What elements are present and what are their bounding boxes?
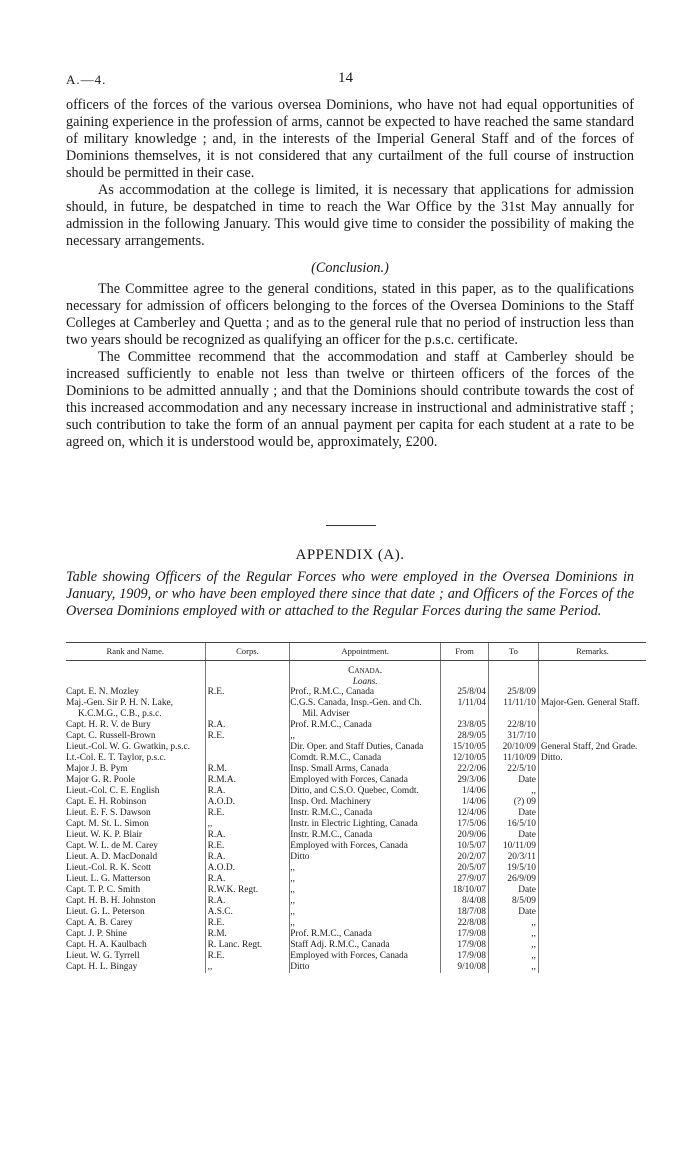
rank-name-cell: Lieut.-Col. C. E. English <box>66 786 160 796</box>
from-date-cell: 17/9/08 <box>441 951 489 962</box>
rank-name-cell: Capt. M. St. L. Simon <box>66 819 149 829</box>
from-date-cell: 12/10/05 <box>441 753 489 764</box>
rank-name-cell: Capt. C. Russell-Brown <box>66 731 156 741</box>
remarks-cell <box>538 874 646 885</box>
table-row <box>66 929 646 940</box>
to-date-cell: Date <box>488 830 538 841</box>
appointment-cell: Employed with Forces, Canada <box>290 775 441 786</box>
appointment-cell: ,, <box>290 907 441 918</box>
rank-name-cell: Lt.-Col. E. T. Taylor, p.s.c. <box>66 753 166 763</box>
appointment-cell: ,, <box>290 918 441 929</box>
corps-cell: R. Lanc. Regt. <box>205 940 290 951</box>
table-row <box>66 830 646 841</box>
rank-name-cell: Lieut. G. L. Peterson <box>66 907 145 917</box>
table-row <box>66 687 646 698</box>
table-row <box>66 896 646 907</box>
appointment-cell: Prof. R.M.C., Canada <box>290 929 441 940</box>
appointment-cell: Prof. R.M.C., Canada <box>290 720 441 731</box>
from-date-cell: 12/4/06 <box>441 808 489 819</box>
remarks-cell <box>538 797 646 808</box>
officers-table <box>66 642 646 973</box>
table-row <box>66 775 646 786</box>
remarks-cell: Major-Gen. General Staff. <box>538 698 646 720</box>
remarks-cell <box>538 731 646 742</box>
table-row <box>66 698 646 720</box>
remarks-cell <box>538 775 646 786</box>
to-date-cell: ,, <box>488 951 538 962</box>
remarks-cell <box>538 764 646 775</box>
appointment-cell: Prof., R.M.C., Canada <box>290 687 441 698</box>
to-date-cell: 25/8/09 <box>488 687 538 698</box>
corps-cell: R.A. <box>205 830 290 841</box>
table-row <box>66 731 646 742</box>
corps-cell: ,, <box>205 819 290 830</box>
column-header: From <box>441 643 489 661</box>
table-row <box>66 907 646 918</box>
corps-cell: R.M. <box>205 764 290 775</box>
from-date-cell: 22/8/08 <box>441 918 489 929</box>
to-date-cell: ,, <box>488 929 538 940</box>
table-row <box>66 841 646 852</box>
rank-name-cell: Capt. A. B. Carey <box>66 918 133 928</box>
to-date-cell: ,, <box>488 786 538 797</box>
to-date-cell: (?) 09 <box>488 797 538 808</box>
rank-name-cell: Capt. E. H. Robinson <box>66 797 147 807</box>
paragraph: The Committee agree to the general conditions, stated in this paper, as to the qualifications necessary for admission of officers belonging to the forces of the Oversea Dominions to the Staff Colleges at Camberley and Quetta ; and as to the general rule that no period of instruction less than two years should be recognized as qualifying an officer for the p.s.c. certificate. <box>66 281 634 348</box>
corps-cell: R.M.A. <box>205 775 290 786</box>
appointment-cell: Staff Adj. R.M.C., Canada <box>290 940 441 951</box>
corps-cell: R.E. <box>205 731 290 742</box>
to-date-cell: Date <box>488 775 538 786</box>
table-row <box>66 863 646 874</box>
rank-name-cell: Lieut. W. K. P. Blair <box>66 830 143 840</box>
table-row <box>66 786 646 797</box>
appendix-caption: Table showing Officers of the Regular Forces who were employed in the Oversea Dominions in January, 1909, or who have been employed there since that date ; and Officers of the Forces of the Oversea Dominions employed with or attached to the Regular Forces during the same Period. <box>66 569 634 619</box>
corps-cell <box>205 698 290 720</box>
section-heading: Canada. <box>290 661 441 677</box>
from-date-cell: 1/4/06 <box>441 786 489 797</box>
to-date-cell: Date <box>488 885 538 896</box>
appointment-cell: Employed with Forces, Canada <box>290 951 441 962</box>
table-row <box>66 940 646 951</box>
from-date-cell: 15/10/05 <box>441 742 489 753</box>
corps-cell: A.O.D. <box>205 797 290 808</box>
table-row <box>66 852 646 863</box>
from-date-cell: 8/4/08 <box>441 896 489 907</box>
rank-name-cell: Lieut. L. G. Matterson <box>66 874 151 884</box>
rank-name-cell: Capt. H. R. V. de Bury <box>66 720 151 730</box>
table-row <box>66 753 646 764</box>
remarks-cell <box>538 808 646 819</box>
from-date-cell: 20/2/07 <box>441 852 489 863</box>
appendix-title: APPENDIX (A). <box>295 547 405 563</box>
rank-name-cell: Capt. H. A. Kaulbach <box>66 940 147 950</box>
table-header-row <box>66 643 646 661</box>
remarks-cell <box>538 830 646 841</box>
remarks-cell <box>538 962 646 973</box>
from-date-cell: 29/3/06 <box>441 775 489 786</box>
corps-cell: R.E. <box>205 808 290 819</box>
appointment-cell: Employed with Forces, Canada <box>290 841 441 852</box>
rank-name-cell: Lieut.-Col. R. K. Scott <box>66 863 152 873</box>
to-date-cell: 10/11/09 <box>488 841 538 852</box>
remarks-cell <box>538 940 646 951</box>
remarks-cell <box>538 929 646 940</box>
table-row <box>66 797 646 808</box>
from-date-cell: 20/9/06 <box>441 830 489 841</box>
column-header: Appointment. <box>290 643 441 661</box>
appointment-cell: Insp. Small Arms, Canada <box>290 764 441 775</box>
rank-name-cell: Capt. W. L. de M. Carey <box>66 841 158 851</box>
from-date-cell: 10/5/07 <box>441 841 489 852</box>
corps-cell: R.E. <box>205 841 290 852</box>
to-date-cell: 11/10/09 <box>488 753 538 764</box>
corps-cell <box>205 742 290 753</box>
corps-cell: R.W.K. Regt. <box>205 885 290 896</box>
to-date-cell: Date <box>488 907 538 918</box>
remarks-cell <box>538 896 646 907</box>
remarks-cell: General Staff, 2nd Grade. <box>538 742 646 753</box>
rank-name-cell: Capt. T. P. C. Smith <box>66 885 141 895</box>
page-header-ref: A.—4. <box>66 72 107 87</box>
to-date-cell: Date <box>488 808 538 819</box>
paragraph: The Committee recommend that the accommodation and staff at Camberley should be increased sufficiently to enable not less than twelve or thirteen officers of the forces of the Dominions to be admitted annually ; and that the Dominions should contribute towards the cost of this increased accommodation and any necessary increase in instructional and administrative staff ; such contribution to take the form of an annual payment per capita for each student at a rate to be agreed on, which it is understood would be, approximately, £200. <box>66 349 634 450</box>
remarks-cell <box>538 841 646 852</box>
table-row <box>66 951 646 962</box>
remarks-cell <box>538 786 646 797</box>
rank-name-cell: Capt. J. P. Shine <box>66 929 127 939</box>
to-date-cell: 16/5/10 <box>488 819 538 830</box>
appointment-cell: Dir. Oper. and Staff Duties, Canada <box>290 742 441 753</box>
to-date-cell: 20/3/11 <box>488 852 538 863</box>
to-date-cell: ,, <box>488 940 538 951</box>
remarks-cell <box>538 687 646 698</box>
remarks-cell <box>538 907 646 918</box>
page-number: 14 <box>338 70 353 86</box>
rank-name-cell: Lieut. W. G. Tyrrell <box>66 951 140 961</box>
corps-cell: ,, <box>205 962 290 973</box>
appointment-cell: Instr. in Electric Lighting, Canada <box>290 819 441 830</box>
appointment-cell: Ditto <box>290 852 441 863</box>
appointment-cell: C.G.S. Canada, Insp.-Gen. and Ch. Mil. Adviser <box>290 698 441 720</box>
from-date-cell: 17/9/08 <box>441 940 489 951</box>
appointment-cell: Ditto, and C.S.O. Quebec, Comdt. <box>290 786 441 797</box>
column-header: Remarks. <box>538 643 646 661</box>
to-date-cell: 19/5/10 <box>488 863 538 874</box>
remarks-cell <box>538 852 646 863</box>
rank-name-cell: Capt. H. L. Bingay <box>66 962 138 972</box>
appointment-cell: ,, <box>290 863 441 874</box>
appointment-cell: Comdt. R.M.C., Canada <box>290 753 441 764</box>
table-row <box>66 819 646 830</box>
appointment-cell: ,, <box>290 874 441 885</box>
body-text <box>66 97 634 451</box>
table-row <box>66 874 646 885</box>
appointment-cell: ,, <box>290 885 441 896</box>
to-date-cell: 22/5/10 <box>488 764 538 775</box>
rank-name-cell: Lieut. A. D. MacDonald <box>66 852 158 862</box>
to-date-cell: 31/7/10 <box>488 731 538 742</box>
rank-name-cell: Major G. R. Poole <box>66 775 136 785</box>
corps-cell: R.E. <box>205 918 290 929</box>
corps-cell: R.M. <box>205 929 290 940</box>
corps-cell: R.E. <box>205 951 290 962</box>
rank-name-cell: Major J. B. Pym <box>66 764 128 774</box>
corps-cell: R.E. <box>205 687 290 698</box>
to-date-cell: 8/5/09 <box>488 896 538 907</box>
remarks-cell <box>538 819 646 830</box>
appointment-cell: Instr. R.M.C., Canada <box>290 830 441 841</box>
rank-name-cell: Maj.-Gen. Sir P. H. N. Lake, K.C.M.G., C.B., p.s.c. <box>66 698 174 719</box>
remarks-cell <box>538 885 646 896</box>
corps-cell: R.A. <box>205 852 290 863</box>
to-date-cell: ,, <box>488 918 538 929</box>
column-header: Rank and Name. <box>66 643 205 661</box>
remarks-cell <box>538 951 646 962</box>
rank-name-cell: Capt. E. N. Mozley <box>66 687 139 697</box>
from-date-cell: 18/7/08 <box>441 907 489 918</box>
column-header: Corps. <box>205 643 290 661</box>
to-date-cell: 11/11/10 <box>488 698 538 720</box>
conclusion-heading: (Conclusion.) <box>311 260 389 276</box>
corps-cell: A.O.D. <box>205 863 290 874</box>
remarks-cell: Ditto. <box>538 753 646 764</box>
from-date-cell: 9/10/08 <box>441 962 489 973</box>
from-date-cell: 17/9/08 <box>441 929 489 940</box>
table-row <box>66 720 646 731</box>
table-row <box>66 742 646 753</box>
paragraph: officers of the forces of the various oversea Dominions, who have not had equal opportunities of gaining experience in the profession of arms, cannot be expected to have reached the same standard of military knowledge ; and, in the interests of the Imperial General Staff and of the forces of Dominions themselves, it is not considered that any curtailment of the full course of instruction should be permitted in their case. <box>66 97 634 181</box>
appointment-cell: Ditto <box>290 962 441 973</box>
rank-name-cell: Capt. H. B. H. Johnston <box>66 896 156 906</box>
corps-cell: A.S.C. <box>205 907 290 918</box>
from-date-cell: 1/4/06 <box>441 797 489 808</box>
appointment-cell: Insp. Ord. Machinery <box>290 797 441 808</box>
from-date-cell: 28/9/05 <box>441 731 489 742</box>
from-date-cell: 18/10/07 <box>441 885 489 896</box>
table-row <box>66 885 646 896</box>
to-date-cell: ,, <box>488 962 538 973</box>
appointment-cell: Instr. R.M.C., Canada <box>290 808 441 819</box>
corps-cell: R.A. <box>205 720 290 731</box>
table-row <box>66 764 646 775</box>
corps-cell: R.A. <box>205 874 290 885</box>
from-date-cell: 23/8/05 <box>441 720 489 731</box>
to-date-cell: 22/8/10 <box>488 720 538 731</box>
paragraph: As accommodation at the college is limited, it is necessary that applications for admission should, in future, be despatched in time to reach the War Office by the 31st May annually for admission in the following January. This would give time to consider the possibility of making the necessary arrangements. <box>66 182 634 249</box>
from-date-cell: 20/5/07 <box>441 863 489 874</box>
remarks-cell <box>538 863 646 874</box>
from-date-cell: 22/2/06 <box>441 764 489 775</box>
table-row <box>66 808 646 819</box>
from-date-cell: 17/5/06 <box>441 819 489 830</box>
table-row <box>66 962 646 973</box>
remarks-cell <box>538 720 646 731</box>
column-header: To <box>488 643 538 661</box>
table-row <box>66 918 646 929</box>
corps-cell <box>205 753 290 764</box>
to-date-cell: 26/9/09 <box>488 874 538 885</box>
corps-cell: R.A. <box>205 896 290 907</box>
rank-name-cell: Lieut.-Col. W. G. Gwatkin, p.s.c. <box>66 742 190 752</box>
from-date-cell: 27/9/07 <box>441 874 489 885</box>
from-date-cell: 25/8/04 <box>441 687 489 698</box>
appointment-cell: ,, <box>290 896 441 907</box>
appointment-cell: ,, <box>290 731 441 742</box>
from-date-cell: 1/11/04 <box>441 698 489 720</box>
remarks-cell <box>538 918 646 929</box>
subsection-heading: Loans. <box>290 676 441 687</box>
rank-name-cell: Lieut. E. F. S. Dawson <box>66 808 151 818</box>
corps-cell: R.A. <box>205 786 290 797</box>
divider <box>326 525 376 526</box>
to-date-cell: 20/10/09 <box>488 742 538 753</box>
